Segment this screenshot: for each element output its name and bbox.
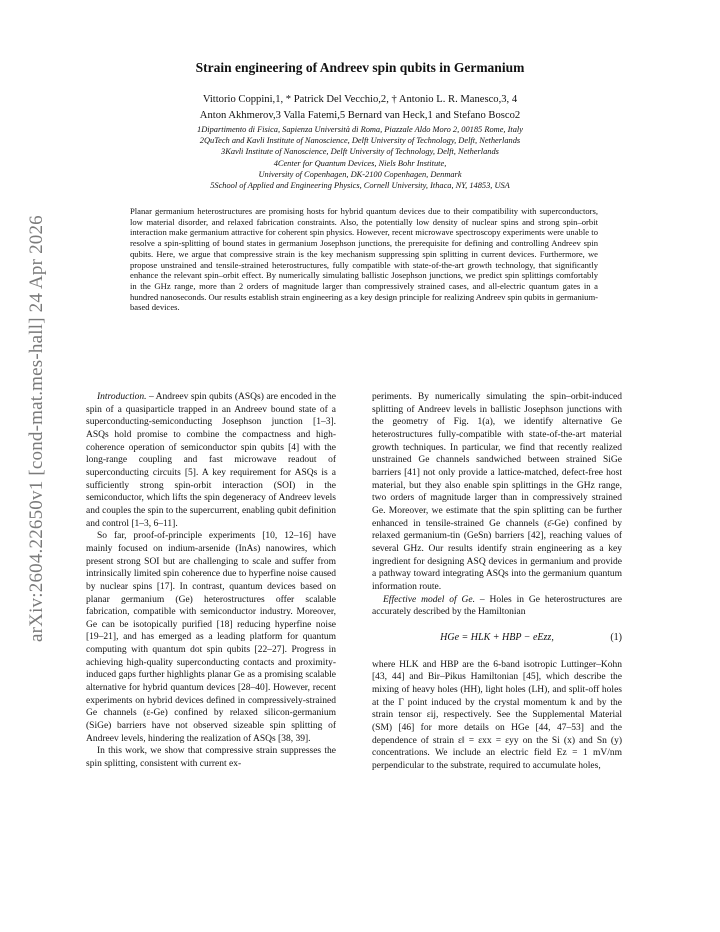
authors-line-2: Anton Akhmerov,3 Valla Fatemi,5 Bernard van Heck,1 and Stefano Bosco2: [199, 109, 521, 121]
arxiv-stamp-text: arXiv:2604.22650v1 [cond-mat.mes-hall] 24 Apr 2026: [26, 215, 47, 642]
arxiv-stamp: [20, 190, 50, 710]
affiliations: [0, 124, 720, 191]
body-paragraph-hamiltonian: where HLK and HBP are the 6-band isotropic Luttinger–Kohn [43, 44] and Bir–Pikus Hamiltonian [45], which describe the mixing of heavy holes (HH), light holes (LH), and split-off holes at the Γ point induced by the crystal momentum k and by the strain tensor εij, respectively. See the Supplemental Material (SM) [46] for more details on HGe [44, 47–53] and the dependence of strain ε‖ = εxx = εyy on the Si (x) and Sn (y) concentrations. We include an electric field Ez = 1 mV/nm perpendicular to the substrate, required to accumulate holes,: [372, 659, 622, 772]
model-text: Holes in Ge heterostructures are accurately described by the Hamiltonian: [372, 594, 622, 618]
paper-title: Strain engineering of Andreev spin qubits in Germanium: [195, 60, 525, 75]
affiliation-3: 3Kavli Institute of Nanoscience, Delft University of Technology, Delft, Netherlands: [221, 147, 499, 157]
author-list: [0, 92, 720, 123]
body-paragraph-3: In this work, we show that compressive strain suppresses the spin splitting, consistent with current ex-: [86, 746, 336, 770]
affiliation-1: 1Dipartimento di Fisica, Sapienza Università di Roma, Piazzale Aldo Moro 2, 00185 Rome, Italy: [197, 125, 523, 134]
intro-heading: Introduction. –: [97, 392, 154, 402]
authors-line-1: Vittorio Coppini,1, * Patrick Del Vecchio,2, † Antonio L. R. Manesco,3, 4: [202, 94, 518, 105]
intro-text: Andreev spin qubits (ASQs) are encoded in the spin of a quasiparticle trapped in an Andreev bound state of a superconducting-semiconducting Josephson junction [1–3]. ASQs hold promise to combine the compactness and high-coherence operation of semiconductor spin qubits [4] with the long-range coupling and fast microwave readout of superconducting circuits [5]. A key requirement for ASQs is a sufficiently strong spin-orbit interaction (SOI) in the semiconductor, which lifts the spin degeneracy of Andreev levels and couples the spin to the supercurrent, enabling qubit definition and control [1–3, 6–11].: [86, 392, 336, 529]
model-paragraph: [372, 594, 622, 619]
affiliation-5: 5School of Applied and Engineering Physics, Cornell University, Ithaca, NY, 14853, USA: [210, 181, 510, 191]
equation-number: (1): [610, 631, 622, 643]
body-paragraph-continued: periments. By numerically simulating the spin–orbit-induced splitting of Andreev levels in ballistic Josephson junctions with the geometry of Fig. 1(a), we identify alternative Ge heterostructures fully-compatible with state-of-the-art material growth techniques. In particular, we find that recently realized unstrained Ge channels sandwiched between strained SiGe barriers [41] not only provide a lattice-matched, defect-free host material, but they also enable spin splittings in the GHz range, two orders of magnitude larger than in compressively strained Ge. Moreover, we estimate that the spin splitting can be further enhanced in tensile-strained Ge channels (ε̄-Ge) confined by relaxed germanium-tin (GeSn) barriers [42], reaching values of several GHz. Our results identify strain engineering as a key ingredient for designing ASQ devices in germanium and provide a pathway toward integrating ASQs into the germanium quantum information route.: [372, 392, 622, 592]
equation-1: [372, 626, 622, 654]
body-paragraph-2: So far, proof-of-principle experiments [10, 12–16] have mainly focused on indium-arsenide (InAs) nanowires, which present strong SOI but are challenging to scale and suffer from intrinsically limited spin coherence due to hyperfine noise caused by nuclear spins [17]. In contrast, quantum devices based on planar germanium (Ge) heterostructures offer scalable fabrication, compatible with semiconductor industry. Moreover, Ge can be isotopically purified [18] reducing hyperfine noise [19–21], and has emerged as a leading platform for quantum computing with quantum dot spin qubits [22–27]. Progress in achieving high-quality superconducting contacts and proximity-induced gaps further highlights planar Ge as a promising scalable alternative for hybrid quantum devices [28–40]. However, recent experiments on hybrid devices defined in compressively-strained Ge channels (ε-Ge) confined by relaxed silicon-germanium (SiGe) barriers have not observed sizeable spin splitting of Andreev levels, hindering the realization of ASQs [38, 39].: [86, 531, 336, 744]
abstract: Planar germanium heterostructures are promising hosts for hybrid quantum devices due to their compatibility with superconductors, low material disorder, and relaxed fabrication constraints. Also, the potentially low density of nuclear spins and strong spin–orbit interaction make germanium attractive for coherent spin physics. However, recent microwave spectroscopy experiments were unable to resolve a spin-splitting of bound states in germanium Josephson junctions, the prerequisite for defining and controlling Andreev spin qubits. Here, we argue that compressive strain is the key mechanism suppressing spin splitting in current devices. Furthermore, we propose unstrained and tensile-strained heterostructures, fully compatible with state-of-the-art growth technology, that significantly enhance the relevant spin–orbit effect. By numerically simulating ballistic Josephson junctions, we predict spin splittings comfortably in the GHz range, more than 2 orders of magnitude larger than compressively strained cases, and all-electric quantum gates in a hundred nanoseconds. Our results establish strain engineering as a key design principle for realizing Andreev spin qubits in germanium-based devices.: [130, 206, 599, 313]
model-heading: Effective model of Ge. –: [383, 594, 485, 605]
affiliation-4: 4Center for Quantum Devices, Niels Bohr Institute,: [273, 158, 447, 168]
equation-body: HGe = HLK + HBP − eEzz,: [440, 631, 554, 643]
intro-paragraph: [86, 391, 336, 530]
left-column: [86, 391, 336, 771]
right-column: [372, 391, 622, 773]
affiliation-2: 2QuTech and Kavli Institute of Nanoscience, Delft University of Technology, Delft, Netherlands: [199, 136, 521, 146]
affiliation-4-cont: University of Copenhagen, DK-2100 Copenhagen, Denmark: [258, 169, 462, 179]
